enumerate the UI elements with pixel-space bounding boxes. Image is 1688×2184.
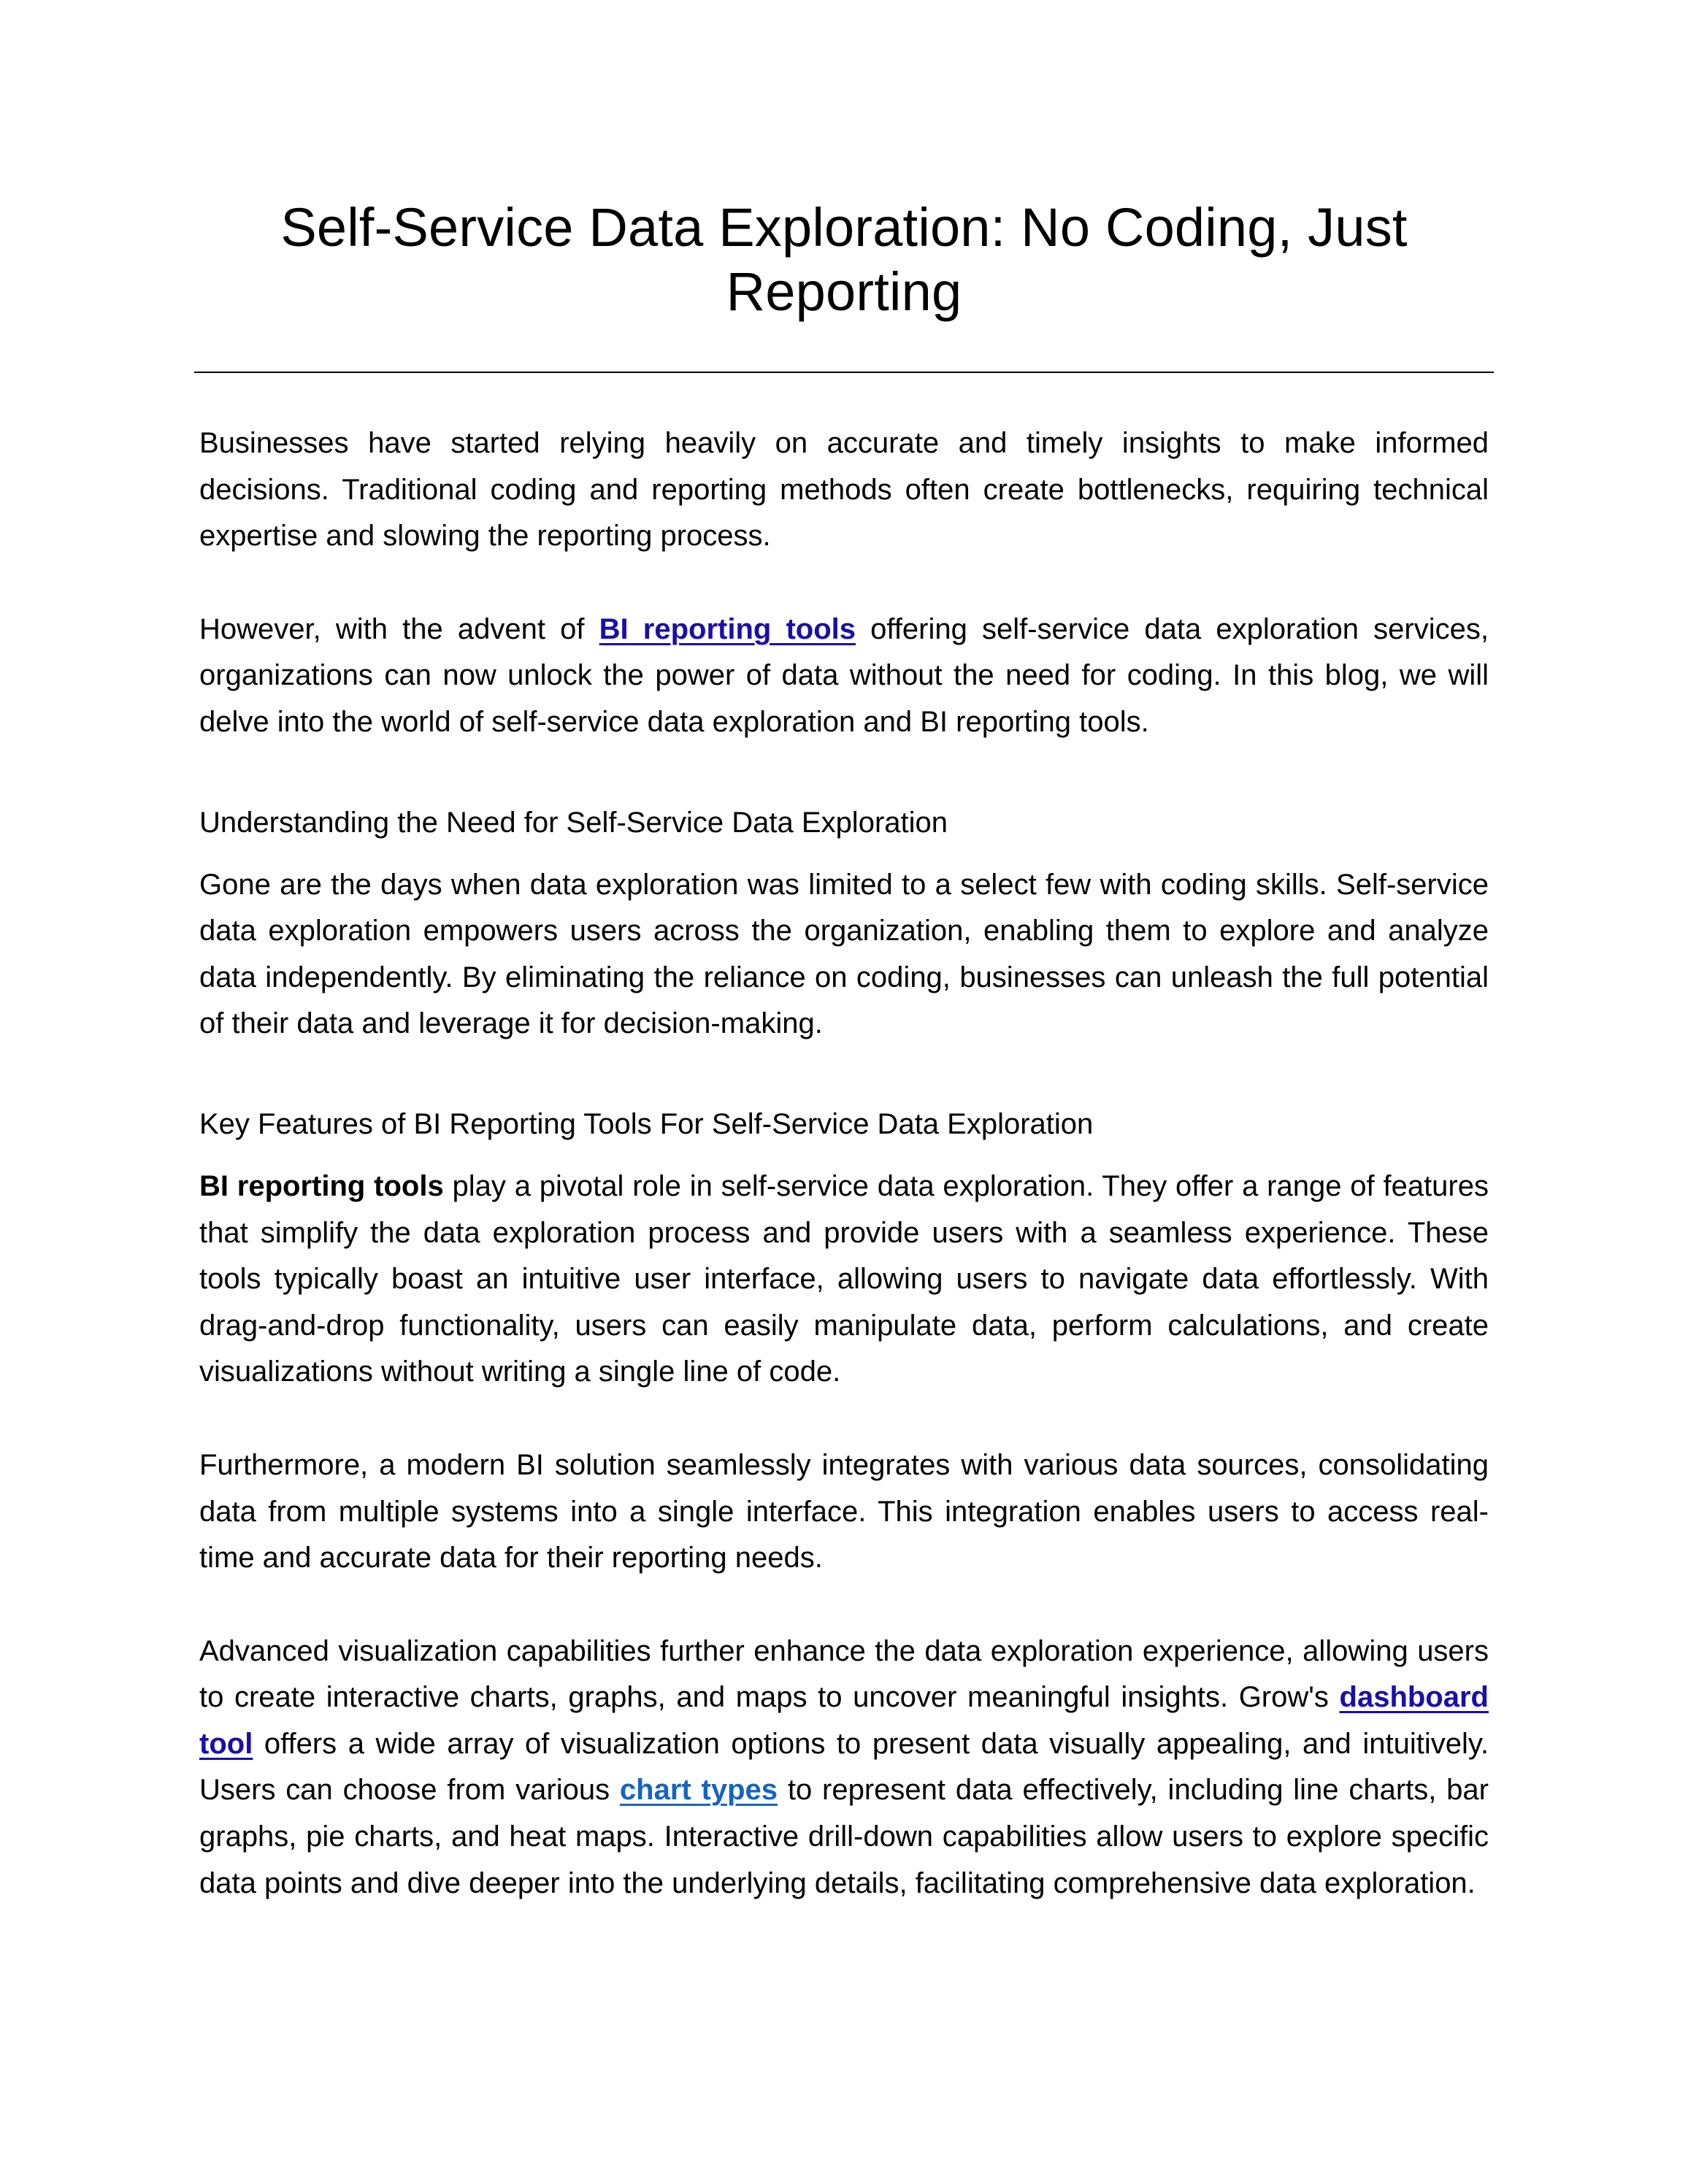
bi-tools-paragraph-text-before: However, with the advent of	[199, 612, 599, 645]
intro-paragraph: Businesses have started relying heavily on accurate and timely insights to make informed decisions. Traditional coding and reporting methods often create bottlenecks, requiring technical expertise and slowing the reporting process.	[199, 427, 1489, 553]
visualization-text-1: Advanced visualization capabilities further enhance the data exploration experience, allowing users to create interactive charts, graphs, and maps to uncover meaningful insights. Grow's	[199, 1634, 1489, 1714]
document-title: Self-Service Data Exploration: No Coding, Just Reporting	[280, 197, 1408, 322]
bi-reporting-tools-bold: BI reporting tools	[199, 1169, 444, 1202]
visualization-paragraph	[199, 1629, 1489, 1907]
integration-paragraph: Furthermore, a modern BI solution seamlessly integrates with various data sources, consolidating data from multiple systems into a single interface. This integration enables users to access real-time and accurate data for their reporting needs.	[199, 1448, 1489, 1574]
dashboard-tool-link[interactable]: dashboard tool	[199, 1681, 1489, 1760]
document-body	[199, 420, 1489, 1953]
visualization-text-2: offers a wide array of visualization options to present data visually appealing, and intuitively. Users can choose from various	[199, 1727, 1489, 1807]
title-divider	[194, 372, 1494, 373]
visualization-text-3: to represent data effectively, including line charts, bar graphs, pie charts, and heat maps. Interactive drill-down capabilities allow users to explore specific data points and dive deeper into the underlying details, facilitating comprehensive data exploration.	[199, 1774, 1489, 1899]
bi-tools-paragraph-text-after: offering self-service data exploration services, organizations can now unlock the power of data without the need for coding. In this blog, we will delve into the world of self-service data exploration and BI reporting tools.	[199, 612, 1489, 738]
chart-types-link[interactable]: chart types	[619, 1774, 778, 1807]
key-features-paragraph-text: play a pivotal role in self-service data exploration. They offer a range of features that simplify the data exploration process and provide users with a seamless experience. These tools typically boast an intuitive user interface, allowing users to navigate data effortlessly. With drag-and-drop functionality, users can easily manipulate data, perform calculations, and create visualizations without writing a single line of code.	[199, 1169, 1489, 1388]
section-need-paragraph: Gone are the days when data exploration was limited to a select few with coding skills. Self-service data exploration empowers users across the organization, enabling them to explore and analyze data independently. By eliminating the reliance on coding, businesses can unleash the full potential of their data and leverage it for decision-making.	[199, 868, 1489, 1040]
title-block	[194, 196, 1494, 324]
section-heading-need: Understanding the Need for Self-Service Data Exploration	[199, 806, 948, 839]
bi-reporting-tools-link[interactable]: BI reporting tools	[599, 612, 856, 645]
section-heading-key-features: Key Features of BI Reporting Tools For Self-Service Data Exploration	[199, 1107, 1094, 1140]
bi-tools-paragraph	[199, 607, 1489, 746]
key-features-paragraph	[199, 1164, 1489, 1396]
